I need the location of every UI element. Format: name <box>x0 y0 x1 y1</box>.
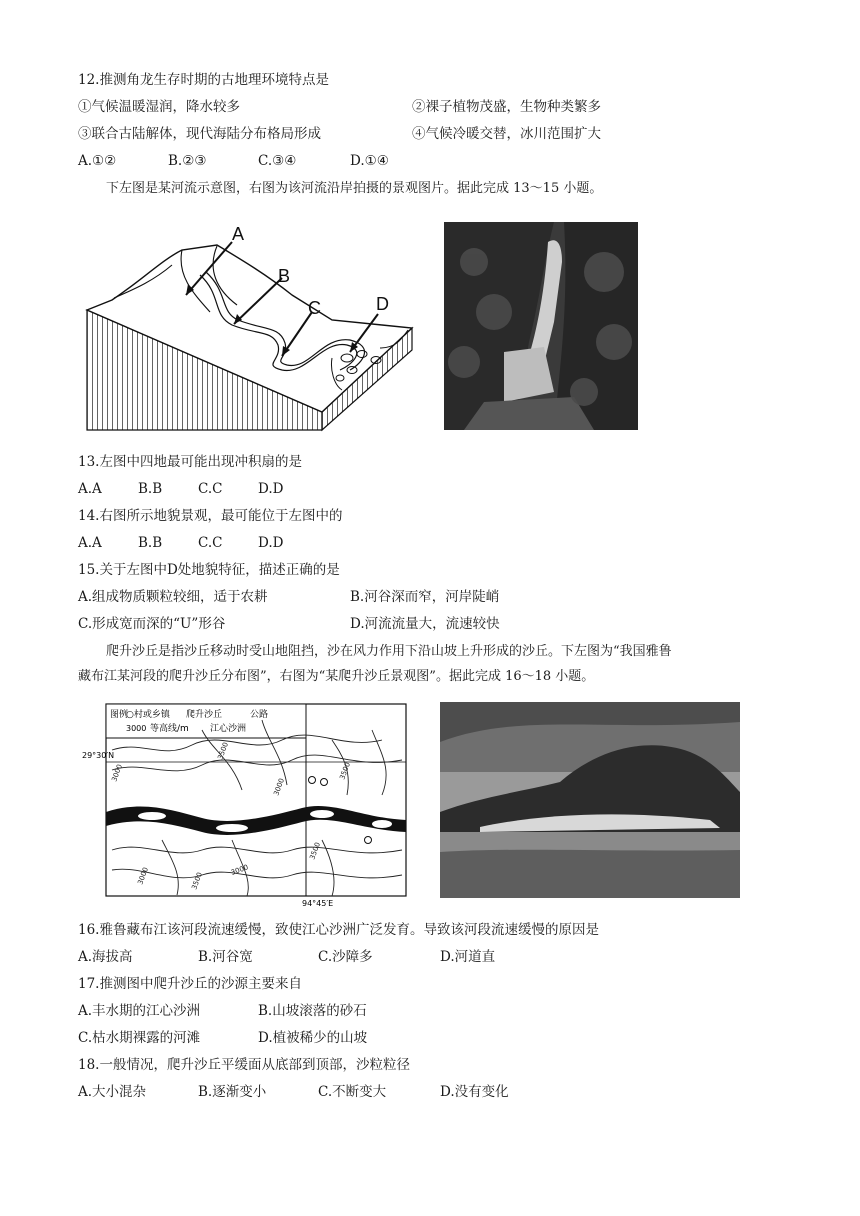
q16-choice-a: A.海拔高 <box>78 949 133 965</box>
contour-label-1: 3000 <box>110 763 124 783</box>
lon-label: 94°45′E <box>302 899 334 908</box>
waterfall-photo <box>444 222 638 430</box>
q12-stem: 12.推测角龙生存时期的古地理环境特点是 <box>78 72 329 88</box>
q17-stem: 17.推测图中爬升沙丘的沙源主要来自 <box>78 976 302 992</box>
legend-title: 图例 <box>110 710 129 720</box>
contour-label-6: 3500 <box>190 871 204 891</box>
q14-choice-a: A.A <box>78 535 102 551</box>
lat-label: 29°30′N <box>82 751 115 760</box>
q17-option-d: D.植被稀少的山坡 <box>258 1030 368 1046</box>
contour-label-4: 3500 <box>338 761 352 781</box>
q17-option-b: B.山坡滚落的砂石 <box>258 1003 367 1019</box>
contour-label-5: 3000 <box>136 866 150 886</box>
intro-16-18-line1: 爬升沙丘是指沙丘移动时受山地阻挡，沙在风力作用下沿山坡上升形成的沙丘。下左图为“我国雅鲁 <box>106 644 672 659</box>
q12-option-1: ①气候温暖湿润，降水较多 <box>78 99 240 115</box>
intro-13-15: 下左图是某河流示意图，右图为该河流沿岸拍摄的景观图片。据此完成 13～15 小题。 <box>106 181 603 196</box>
q12-option-3: ③联合古陆解体，现代海陆分布格局形成 <box>78 126 321 142</box>
q12-option-4: ④气候冷暖交替，冰川范围扩大 <box>412 126 601 142</box>
q16-choice-b: B.河谷宽 <box>198 949 253 965</box>
q13-choice-c: C.C <box>198 481 223 497</box>
q14-stem: 14.右图所示地貌景观，最可能位于左图中的 <box>78 508 343 524</box>
q16-choice-c: C.沙障多 <box>318 949 373 965</box>
label-d: D <box>376 294 389 314</box>
q15-option-c: C.形成宽而深的“U”形谷 <box>78 616 226 632</box>
legend-road: 公路 <box>250 710 269 720</box>
q15-option-b: B.河谷深而窄，河岸陡峭 <box>350 589 500 605</box>
q12-choice-a: A.①② <box>78 153 117 169</box>
q13-choice-d: D.D <box>258 481 284 497</box>
contour-label-3: 3000 <box>272 777 286 797</box>
contour-label-8: 3000 <box>229 863 250 877</box>
q14-choice-c: C.C <box>198 535 223 551</box>
q18-choice-c: C.不断变大 <box>318 1084 387 1100</box>
q12-option-2: ②裸子植物茂盛，生物种类繁多 <box>412 99 601 115</box>
q16-choice-d: D.河道直 <box>440 949 496 965</box>
q13-choice-a: A.A <box>78 481 102 497</box>
q18-choice-a: A.大小混杂 <box>78 1084 147 1100</box>
q15-option-a: A.组成物质颗粒较细，适于农耕 <box>78 589 268 605</box>
q12-choice-d: D.①④ <box>350 153 389 169</box>
q18-choice-d: D.没有变化 <box>440 1084 509 1100</box>
q17-option-c: C.枯水期裸露的河滩 <box>78 1030 201 1046</box>
legend-sandbar: 江心沙洲 <box>210 724 247 734</box>
river-block-diagram <box>82 220 418 432</box>
q13-stem: 13.左图中四地最可能出现冲积扇的是 <box>78 454 302 470</box>
q12-choice-c: C.③④ <box>258 153 297 169</box>
dune-distribution-map <box>82 700 414 910</box>
legend-contour-value: 3000 <box>126 724 147 733</box>
contour-label-7: 3500 <box>308 841 322 861</box>
q15-stem: 15.关于左图中D处地貌特征，描述正确的是 <box>78 562 340 578</box>
q13-choice-b: B.B <box>138 481 163 497</box>
q14-choice-b: B.B <box>138 535 163 551</box>
climbing-dune-photo <box>440 702 740 898</box>
q16-stem: 16.雅鲁藏布江该河段流速缓慢，致使江心沙洲广泛发育。导致该河段流速缓慢的原因是 <box>78 922 599 938</box>
contour-label-2: 3500 <box>216 741 230 761</box>
legend-village: ○村或乡镇 <box>126 710 170 720</box>
q18-stem: 18.一般情况，爬升沙丘平缓面从底部到顶部，沙粒粒径 <box>78 1057 410 1073</box>
q17-option-a: A.丰水期的江心沙洲 <box>78 1003 201 1019</box>
intro-16-18-line2: 藏布江某河段的爬升沙丘分布图”，右图为“某爬升沙丘景观图”。据此完成 16～18 小题。 <box>78 669 595 684</box>
label-b: B <box>278 266 291 286</box>
q12-choice-b: B.②③ <box>168 153 207 169</box>
q15-option-d: D.河流流量大，流速较快 <box>350 616 500 632</box>
q18-choice-b: B.逐渐变小 <box>198 1084 267 1100</box>
label-c: C <box>308 298 321 318</box>
label-a: A <box>232 224 245 244</box>
legend-dune: 爬升沙丘 <box>186 710 223 720</box>
q14-choice-d: D.D <box>258 535 284 551</box>
legend-contour: 等高线/m <box>150 724 189 734</box>
